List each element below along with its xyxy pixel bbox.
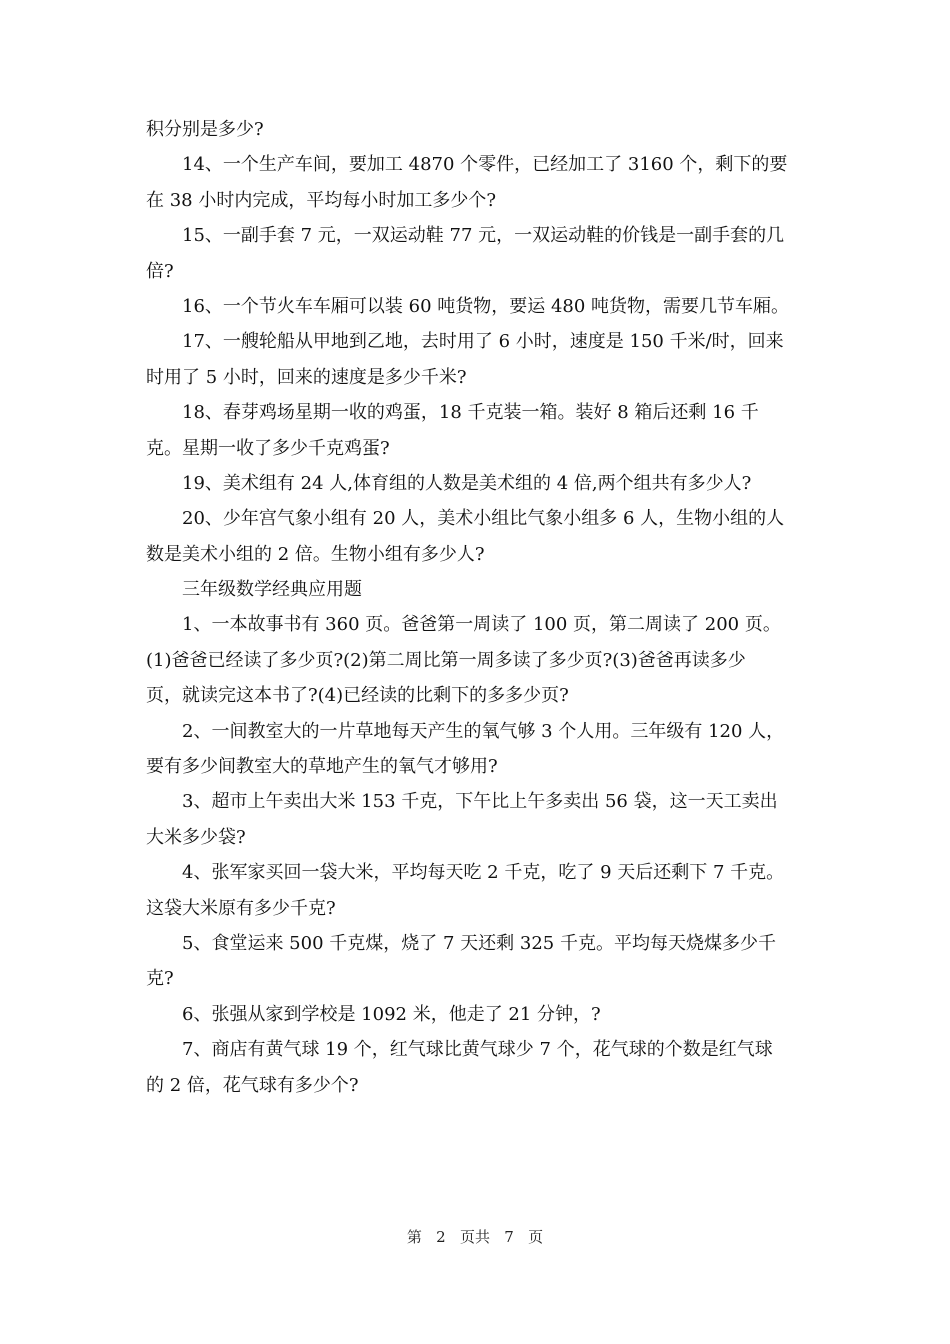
text-line: 这袋大米原有多少千克? xyxy=(146,897,336,919)
text-line: 18、春芽鸡场星期一收的鸡蛋，18 千克装一箱。装好 8 箱后还剩 16 千 xyxy=(182,402,759,424)
text-line: 在 38 小时内完成，平均每小时加工多少个? xyxy=(146,189,496,211)
text-line: 1、一本故事书有 360 页。爸爸第一周读了 100 页，第二周读了 200 页。 xyxy=(182,614,781,636)
document-body xyxy=(146,112,814,1103)
text-line: 6、张强从家到学校是 1092 米，他走了 21 分钟，? xyxy=(182,1003,601,1025)
text-line: 倍? xyxy=(146,260,174,282)
text-line: 数是美术小组的 2 倍。生物小组有多少人? xyxy=(146,543,485,565)
text-line: 页，就读完这本书了?(4)已经读的比剩下的多多少页? xyxy=(146,685,569,707)
text-line: 要有多少间教室大的草地产生的氧气才够用? xyxy=(146,756,498,778)
text-line: 大米多少袋? xyxy=(146,826,246,848)
text-line: 7、商店有黄气球 19 个，红气球比黄气球少 7 个，花气球的个数是红气球 xyxy=(182,1039,773,1061)
page-footer: 第 2 页共 7 页 xyxy=(406,1228,544,1246)
text-line: 19、美术组有 24 人,体育组的人数是美术组的 4 倍,两个组共有多少人? xyxy=(182,472,752,494)
text-line: 时用了 5 小时，回来的速度是多少千米? xyxy=(146,366,467,388)
text-line: 克? xyxy=(146,968,174,990)
text-line: (1)爸爸已经读了多少页?(2)第二周比第一周多读了多少页?(3)爸爸再读多少 xyxy=(146,649,746,671)
text-line: 克。星期一收了多少千克鸡蛋? xyxy=(146,437,390,459)
text-line: 17、一艘轮船从甲地到乙地，去时用了 6 小时，速度是 150 千米/时，回来 xyxy=(182,331,784,353)
text-line: 5、食堂运来 500 千克煤，烧了 7 天还剩 325 千克。平均每天烧煤多少千 xyxy=(182,932,776,954)
text-line: 14、一个生产车间，要加工 4870 个零件，已经加工了 3160 个，剩下的要 xyxy=(182,154,788,176)
text-line: 2、一间教室大的一片草地每天产生的氧气够 3 个人用。三年级有 120 人， xyxy=(182,720,785,742)
text-line: 的 2 倍，花气球有多少个? xyxy=(146,1074,359,1096)
text-line: 积分别是多少? xyxy=(146,119,264,140)
text-line: 20、少年宫气象小组有 20 人，美术小组比气象小组多 6 人，生物小组的人 xyxy=(182,508,785,530)
text-line: 4、张军家买回一袋大米，平均每天吃 2 千克，吃了 9 天后还剩下 7 千克。 xyxy=(182,862,785,884)
text-line: 15、一副手套 7 元，一双运动鞋 77 元，一双运动鞋的价钱是一副手套的几 xyxy=(182,225,785,247)
section-heading: 三年级数学经典应用题 xyxy=(182,579,362,601)
text-line: 3、超市上午卖出大米 153 千克，下午比上午多卖出 56 袋，这一天工卖出 xyxy=(182,791,778,813)
text-line: 16、一个节火车车厢可以装 60 吨货物，要运 480 吨货物，需要几节车厢。 xyxy=(182,295,790,317)
